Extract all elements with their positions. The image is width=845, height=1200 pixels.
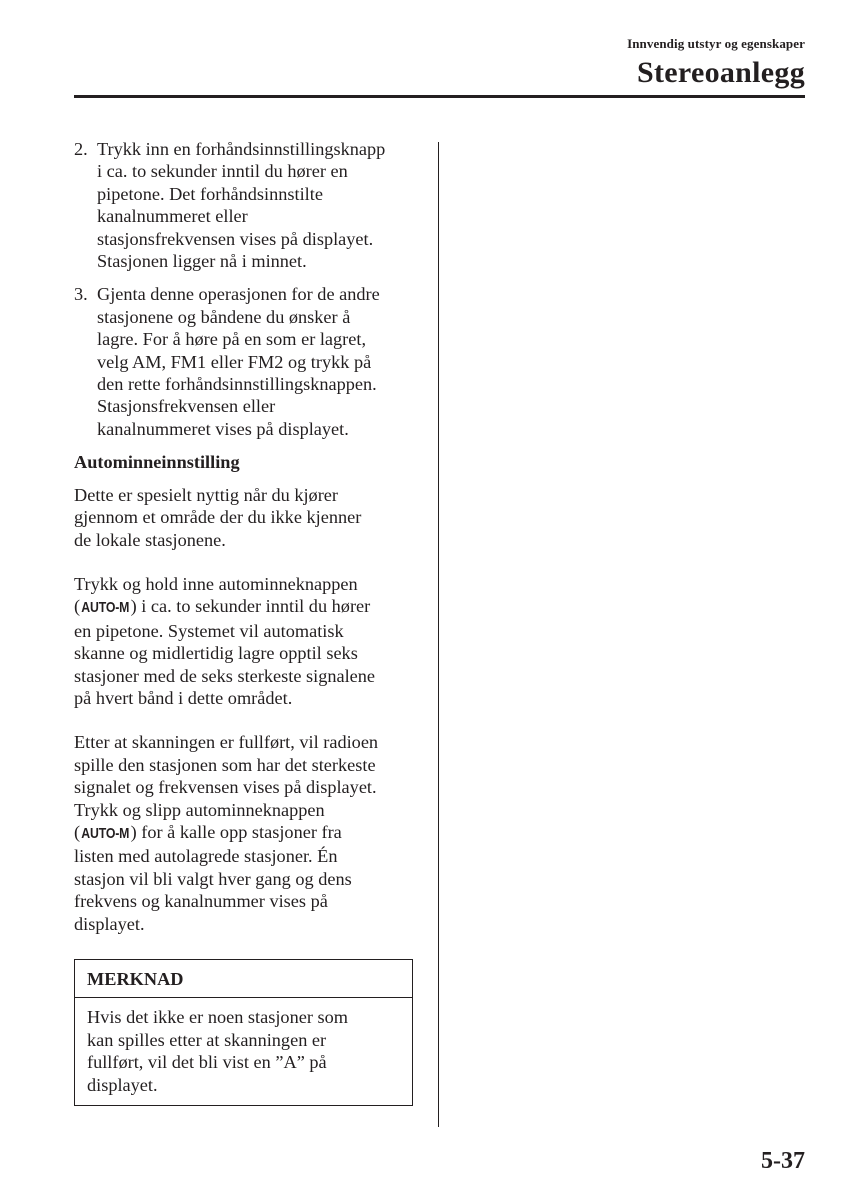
text-line: displayet. bbox=[74, 913, 145, 934]
auto-m-button-label: AUTO-M bbox=[81, 824, 130, 842]
text-line: Gjenta denne operasjonen for de andre bbox=[97, 284, 380, 305]
column-divider bbox=[438, 142, 439, 1127]
text-line: Dette er spesielt nyttig når du kjører bbox=[74, 484, 338, 505]
text-line: en pipetone. Systemet vil automatisk bbox=[74, 620, 344, 641]
text-line: stasjonene og båndene du ønsker å bbox=[97, 306, 351, 327]
header-rule bbox=[74, 95, 805, 98]
text-line: skanne og midlertidig lagre opptil seks bbox=[74, 643, 358, 664]
text-line: displayet. bbox=[87, 1074, 158, 1095]
text-line: ) for å kalle opp stasjoner fra bbox=[130, 821, 342, 842]
text-line: de lokale stasjonene. bbox=[74, 529, 226, 550]
paragraph-intro bbox=[74, 484, 416, 551]
text-line: gjennom et område der du ikke kjenner bbox=[74, 507, 362, 528]
step-number: 3. bbox=[74, 284, 88, 305]
text-line: stasjoner med de seks sterkeste signalene bbox=[74, 665, 376, 686]
note-title: MERKNAD bbox=[75, 960, 412, 998]
text-line: kan spilles etter at skanningen er bbox=[87, 1029, 327, 1050]
text-line: kanalnummeret vises på displayet. bbox=[97, 418, 349, 439]
paren-open: ( bbox=[74, 596, 81, 617]
chapter-title: Stereoanlegg bbox=[636, 56, 805, 89]
text-line: den rette forhåndsinnstillingsknappen. bbox=[97, 374, 377, 395]
text-line: Trykk inn en forhåndsinnstillingsknapp bbox=[97, 139, 386, 159]
text-line: listen med autolagrede stasjoner. Én bbox=[74, 846, 338, 867]
main-column bbox=[74, 138, 416, 1106]
text-line: spille den stasjonen som har det sterkeste bbox=[74, 754, 376, 775]
text-line: Etter at skanningen er fullført, vil radioen bbox=[74, 732, 379, 753]
page-number: 5-37 bbox=[761, 1148, 805, 1174]
note-body bbox=[75, 998, 412, 1105]
text-line: på hvert bånd i dette området. bbox=[74, 687, 293, 708]
paragraph-hold-button bbox=[74, 573, 416, 709]
step-number: 2. bbox=[74, 139, 88, 159]
auto-m-button-label: AUTO-M bbox=[81, 599, 130, 617]
text-line: pipetone. Det forhåndsinnstilte bbox=[97, 183, 323, 204]
text-line: kanalnummeret eller bbox=[97, 206, 248, 227]
text-line: frekvens og kanalnummer vises på bbox=[74, 891, 328, 912]
text-line: velg AM, FM1 eller FM2 og trykk på bbox=[97, 351, 372, 372]
step-text bbox=[97, 138, 416, 272]
text-line: Trykk og slipp autominneknappen bbox=[74, 799, 325, 820]
text-line: i ca. to sekunder inntil du hører en bbox=[97, 161, 348, 182]
text-line: stasjonsfrekvensen vises på displayet. bbox=[97, 228, 374, 249]
section-heading: Autominneinnstilling bbox=[74, 452, 240, 473]
section-label: Innvendig utstyr og egenskaper bbox=[627, 36, 805, 51]
text-line: ) i ca. to sekunder inntil du hører bbox=[130, 596, 371, 617]
step-item bbox=[74, 138, 416, 272]
paragraph-after-scan bbox=[74, 731, 416, 935]
text-line: lagre. For å høre på en som er lagret, bbox=[97, 329, 367, 350]
text-line: Trykk og hold inne autominneknappen bbox=[74, 573, 358, 594]
paren-open: ( bbox=[74, 821, 81, 842]
text-line: Hvis det ikke er noen stasjoner som bbox=[87, 1007, 348, 1028]
steps-list bbox=[74, 138, 416, 440]
text-line: Stasjonsfrekvensen eller bbox=[97, 396, 276, 417]
text-line: Stasjonen ligger nå i minnet. bbox=[97, 251, 307, 272]
text-line: fullført, vil det bli vist en ”A” på bbox=[87, 1052, 327, 1073]
step-item bbox=[74, 283, 416, 440]
step-text bbox=[97, 283, 416, 440]
note-box bbox=[74, 959, 413, 1106]
text-line: stasjon vil bli valgt hver gang og dens bbox=[74, 868, 352, 889]
text-line: signalet og frekvensen vises på displayet. bbox=[74, 777, 377, 798]
